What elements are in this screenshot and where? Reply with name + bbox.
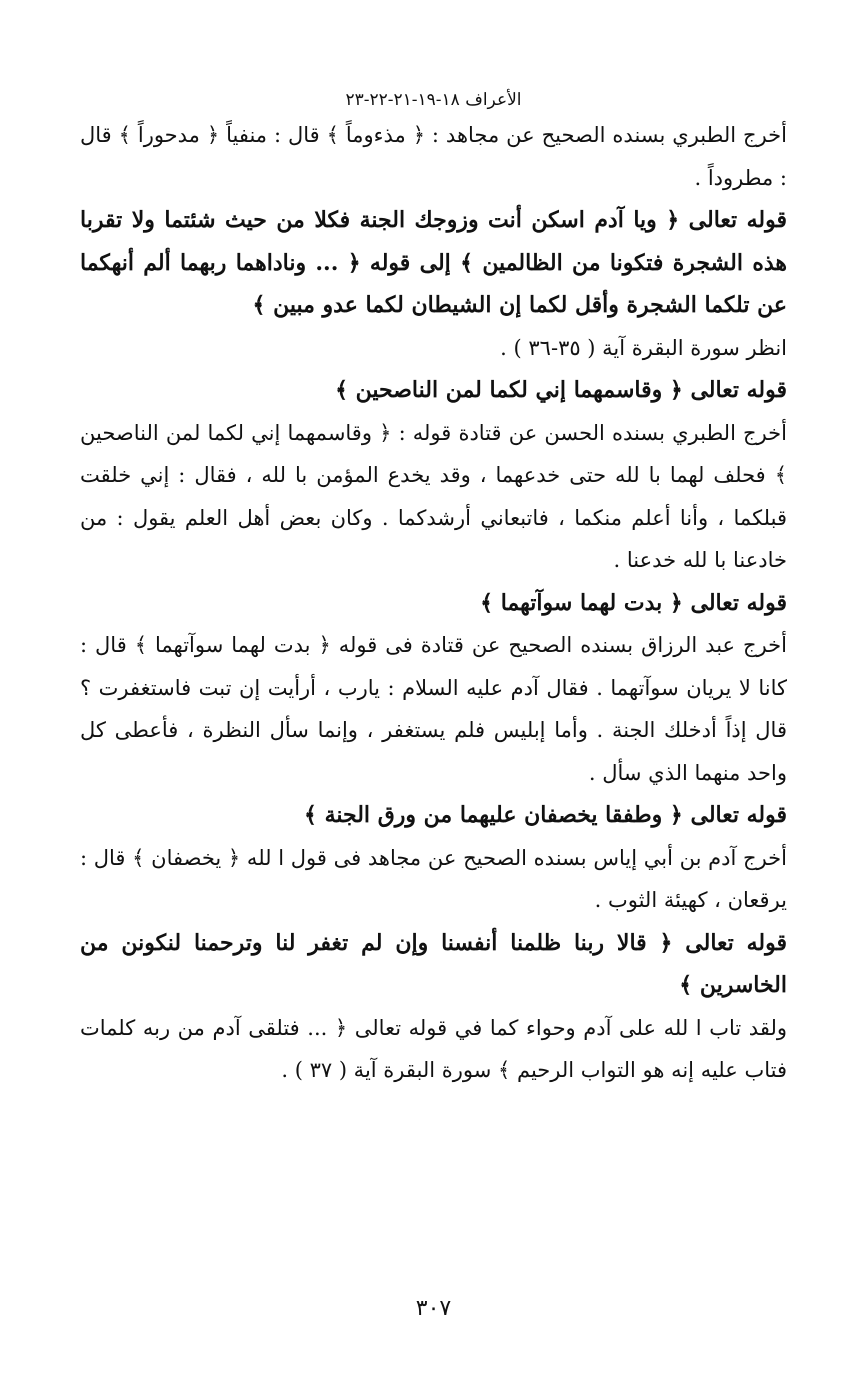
running-header: الأعراف ١٨-١٩-٢١-٢٢-٢٣: [345, 90, 522, 110]
heading-shame-revealed: قوله تعالى ﴿ بدت لهما سوآتهما ﴾: [480, 589, 787, 616]
paragraph-repentance: ولقد تاب ا لله على آدم وحواء كما في قوله تعالى ﴿ ... فتلقى آدم من ربه كلمات فتاب عليه إنه هو التواب الرحيم ﴾ سورة البقرة آية ( ٣٧ ) .: [80, 1015, 787, 1082]
heading-adam-dwell-garden: قوله تعالى ﴿ ويا آدم اسكن أنت وزوجك الجنة فكلا من حيث شئتما ولا تقربا هذه الشجرة فتكونا من الظالمين ﴾ إلى قوله ﴿ ... وناداهما ربهما ألم أنهكما عن تلكما الشجرة وأقل لكما إن الشيطان لكما عدو مبين ﴾: [80, 207, 787, 318]
heading-covering-leaves: قوله تعالى ﴿ وطفقا يخصفان عليهما من ورق الجنة ﴾: [304, 802, 787, 828]
paragraph-abdulrazzaq-qatadah: أخرج عبد الرزاق بسنده الصحيح عن قتادة فى قوله ﴿ بدت لهما سوآتهما ﴾ قال : كانا لا يريان سوآتهما . فقال آدم عليه السلام : يارب ، أرأيت إن تبت فاستغفرت ؟ قال إذاً أدخلك الجنة . وأما إبليس فلم يستغفر ، وإنما سأل النظرة ، فأعطى كل واحد منهما الذي سأل .: [80, 633, 787, 785]
paragraph-tabari-mujahid: أخرج الطبري بسنده الصحيح عن مجاهد : ﴿ مذءوماً ﴾ قال : منفياً ﴿ مدحوراً ﴾ قال : مطروداً .: [80, 123, 787, 190]
heading-our-lord-wronged: قوله تعالى ﴿ قالا ربنا ظلمنا أنفسنا وإن لم تغفر لنا وترحمنا لنكونن من الخاسرين ﴾: [80, 929, 787, 998]
paragraph-adam-ibn-abi-iyas: أخرج آدم بن أبي إياس بسنده الصحيح عن مجاهد فى قول ا لله ﴿ يخصفان ﴾ قال : يرقعان ، كهيئة الثوب .: [80, 845, 787, 912]
paragraph-tabari-qatadah: أخرج الطبري بسنده الحسن عن قتادة قوله : ﴿ وقاسمهما إني لكما لمن الناصحين ﴾ فحلف لهما با لله حتى خدعهما ، وقد يخدع المؤمن با لله ، فقال : إني خلقت قبلكما ، وأنا أعلم منكما ، فاتبعاني أرشدكما . وكان بعض أهل العلم يقول : من خادعنا با لله خدعنا .: [80, 420, 787, 572]
paragraph-see-baqarah: انظر سورة البقرة آية ( ٣٥-٣٦ ) .: [500, 335, 787, 360]
page-number: ٣٠٧: [415, 1296, 452, 1321]
heading-oath-advisors: قوله تعالى ﴿ وقاسمهما إني لكما لمن الناصحين ﴾: [335, 377, 787, 403]
